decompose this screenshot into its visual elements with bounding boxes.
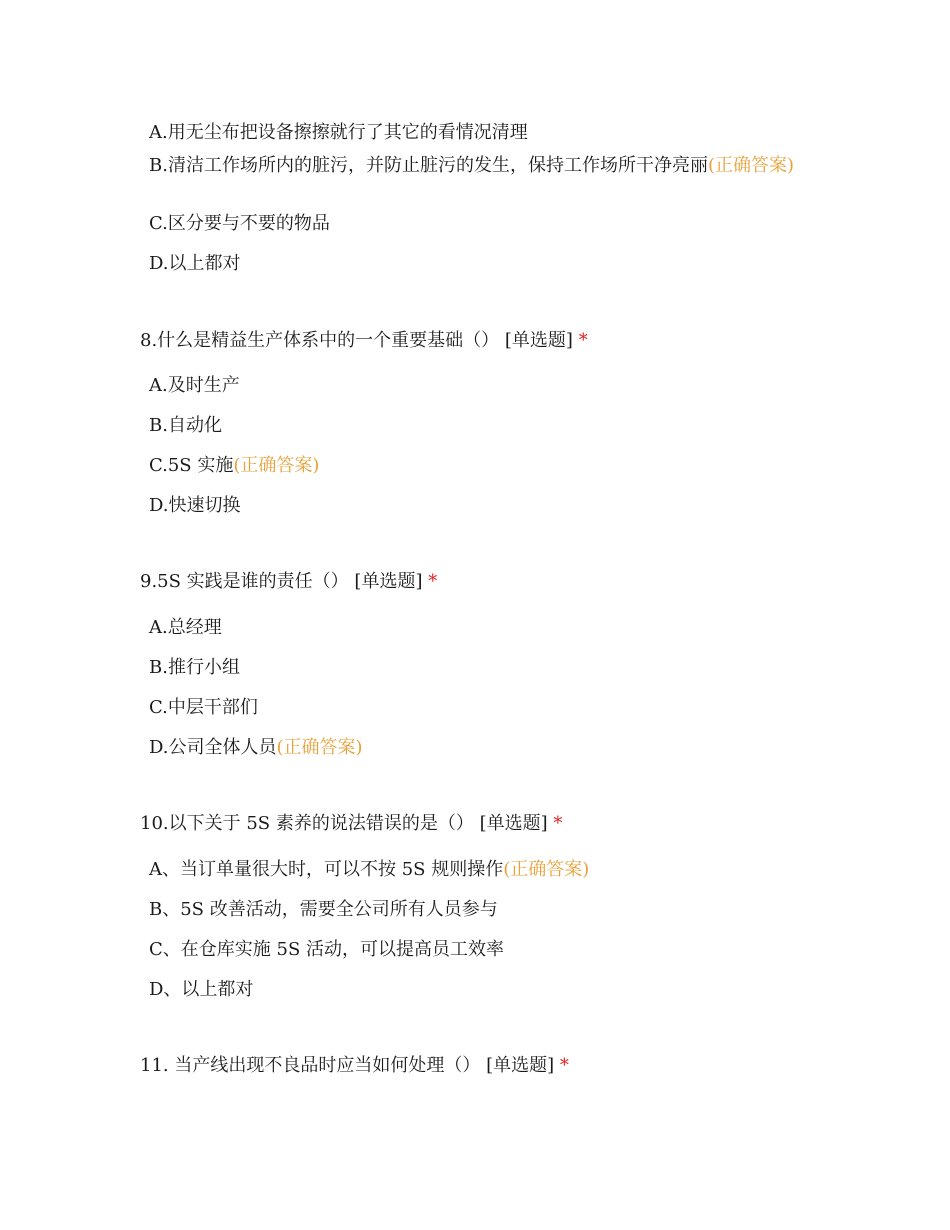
- question-type: [单选题]: [354, 571, 423, 592]
- correct-answer-tag: (正确答案): [233, 455, 320, 476]
- q9-option-c[interactable]: [149, 696, 258, 720]
- q8-option-a[interactable]: [149, 374, 240, 398]
- required-marker: *: [553, 813, 563, 834]
- option-text: B、5S 改善活动，需要全公司所有人员参与: [149, 899, 498, 920]
- question-type: [单选题]: [504, 330, 573, 351]
- correct-answer-tag: (正确答案): [707, 155, 794, 176]
- q8-option-c[interactable]: [149, 454, 319, 478]
- correct-answer-tag: (正确答案): [276, 737, 363, 758]
- q7-option-d[interactable]: [149, 252, 241, 276]
- q10-option-d[interactable]: [149, 978, 253, 1002]
- q7-option-a[interactable]: [149, 121, 528, 145]
- option-text: B.自动化: [149, 415, 222, 436]
- q7-option-c[interactable]: [149, 212, 330, 236]
- option-text: D、以上都对: [149, 979, 254, 1000]
- option-text: D.公司全体人员: [149, 737, 277, 758]
- question-9-title: [140, 570, 437, 594]
- question-type: [单选题]: [479, 813, 548, 834]
- option-text: B.推行小组: [149, 657, 240, 678]
- option-text: C.区分要与不要的物品: [149, 213, 330, 234]
- option-text: A.及时生产: [149, 375, 240, 396]
- question-10-title: [140, 812, 562, 836]
- option-text: D.快速切换: [149, 495, 241, 516]
- q9-option-d[interactable]: [149, 736, 363, 760]
- option-text: C.5S 实施: [149, 455, 234, 476]
- q9-option-a[interactable]: [149, 616, 222, 640]
- option-text: C.中层干部们: [149, 697, 258, 718]
- question-type: [单选题]: [486, 1055, 555, 1076]
- q7-option-b[interactable]: [149, 154, 799, 178]
- q8-option-b[interactable]: [149, 414, 222, 438]
- option-text: A、当订单量很大时，可以不按 5S 规则操作: [149, 859, 504, 880]
- question-11-title: [140, 1054, 569, 1078]
- option-text: C、在仓库实施 5S 活动，可以提高员工效率: [149, 939, 504, 960]
- required-marker: *: [428, 571, 438, 592]
- required-marker: *: [559, 1055, 569, 1076]
- option-text: D.以上都对: [149, 253, 241, 274]
- question-8-title: [140, 329, 588, 353]
- q8-option-d[interactable]: [149, 494, 241, 518]
- question-text: 11. 当产线出现不良品时应当如何处理（）: [140, 1055, 481, 1076]
- q10-option-c[interactable]: [149, 938, 504, 962]
- option-text: B.清洁工作场所内的脏污，并防止脏污的发生，保持工作场所干净亮丽: [149, 155, 708, 176]
- correct-answer-tag: (正确答案): [503, 859, 590, 880]
- q10-option-b[interactable]: [149, 898, 498, 922]
- question-text: 10.以下关于 5S 素养的说法错误的是（）: [140, 813, 474, 834]
- question-text: 8.什么是精益生产体系中的一个重要基础（）: [140, 330, 500, 351]
- q9-option-b[interactable]: [149, 656, 240, 680]
- required-marker: *: [578, 330, 588, 351]
- q10-option-a[interactable]: [149, 858, 589, 882]
- option-text: A.总经理: [149, 617, 222, 638]
- question-text: 9.5S 实践是谁的责任（）: [140, 571, 349, 592]
- option-text: A.用无尘布把设备擦擦就行了其它的看情况清理: [149, 122, 528, 143]
